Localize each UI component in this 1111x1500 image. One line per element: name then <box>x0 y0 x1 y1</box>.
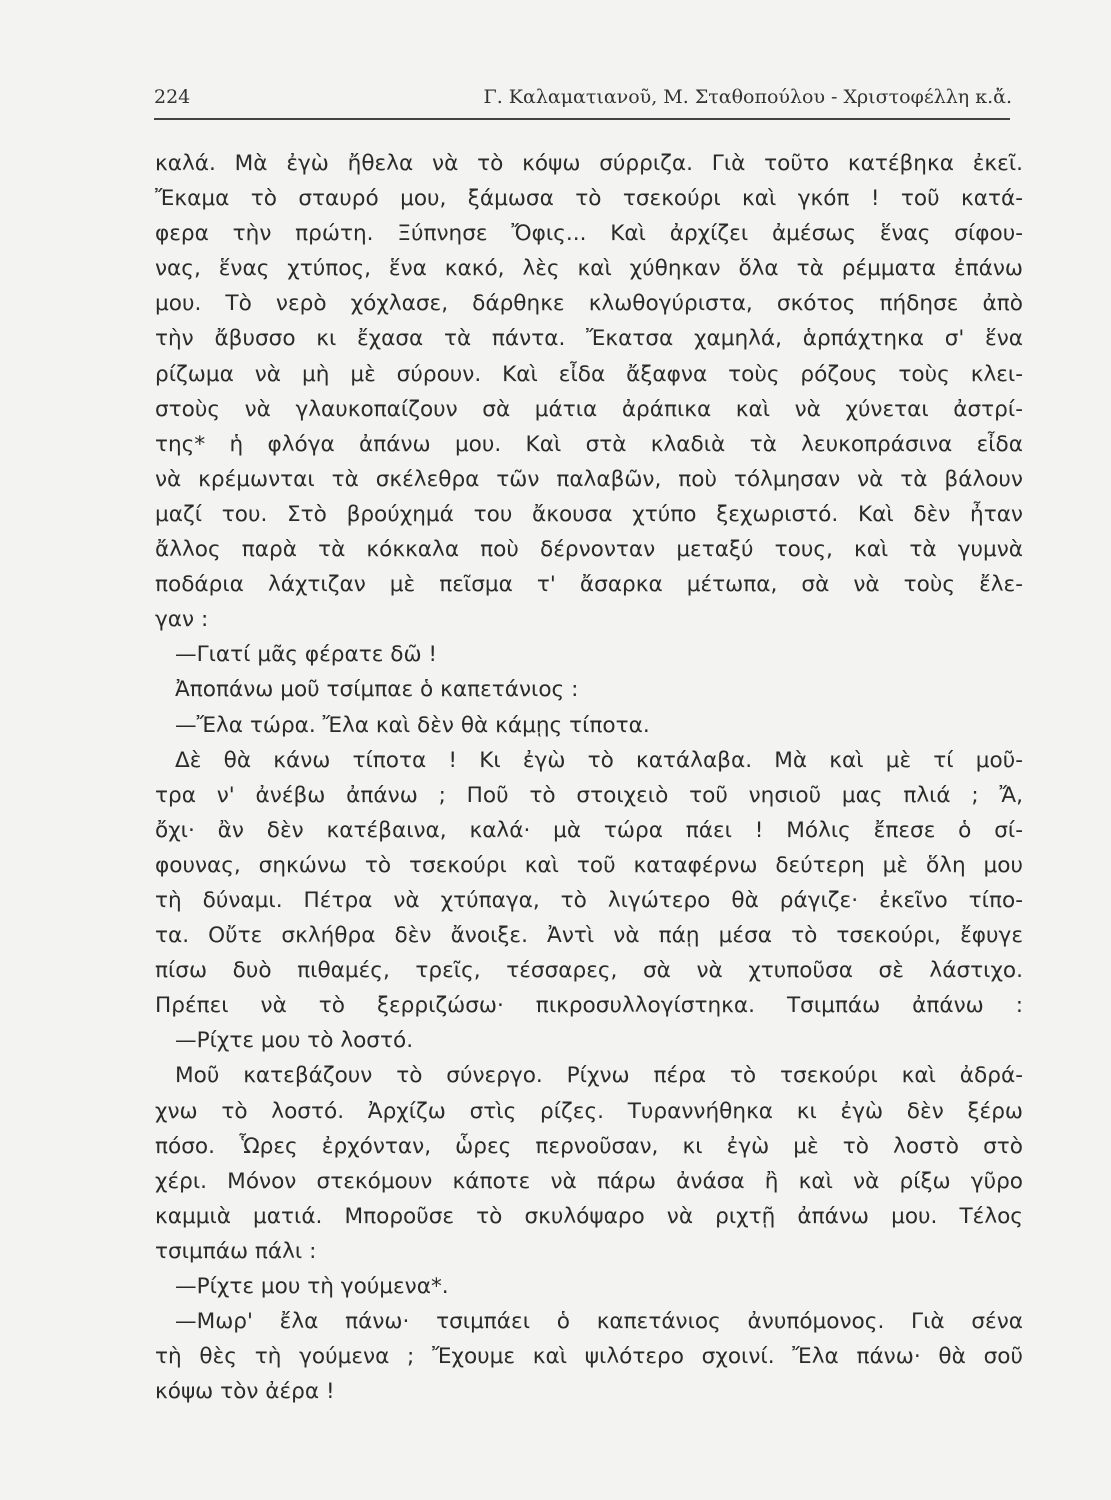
text-line-4: νας, ἕνας χτύπος, ἕνα κακό, λὲς καὶ χύθηκαν ὅλα τὰ ρέμματα ἐπάνω <box>155 256 1023 282</box>
text-line-30: χέρι. Μόνον στεκόμουν κάποτε νὰ πάρω ἀνάσα ἢ καὶ νὰ ρίξω γῦρο <box>155 1168 1023 1194</box>
text-line-18: Δὲ θὰ κάνω τίποτα ! Κι ἐγὼ τὸ κατάλαβα. Μὰ καὶ μὲ τί μοῦ- <box>175 747 1023 773</box>
text-line-22: τὴ δύναμι. Πέτρα νὰ χτύπαγα, τὸ λιγώτερο θὰ ράγιζε· ἐκεῖνο τίπο- <box>155 887 1023 913</box>
text-line-5: μου. Τὸ νερὸ χόχλασε, δάρθηκε κλωθογύριστα, σκότος πήδησε ἀπὸ <box>155 291 1023 317</box>
text-line-3: φερα τὴν πρώτη. Ξύπνησε Ὄφις... Καὶ ἀρχίζει ἀμέσως ἕνας σίφου- <box>155 221 1023 247</box>
text-line-16: Ἀποπάνω μοῦ τσίμπαε ὁ καπετάνιος : <box>175 677 579 703</box>
text-line-31: καμμιὰ ματιά. Μποροῦσε τὸ σκυλόψαρο νὰ ριχτῇ ἀπάνω μου. Τέλος <box>155 1203 1023 1229</box>
text-line-36: κόψω τὸν ἀέρα ! <box>155 1379 335 1405</box>
text-line-11: μαζί του. Στὸ βρούχημά του ἄκουσα χτύπο ξεχωριστό. Καὶ δὲν ἦταν <box>155 501 1023 527</box>
text-line-7: ρίζωμα νὰ μὴ μὲ σύρουν. Καὶ εἶδα ἄξαφνα τοὺς ρόζους τοὺς κλει- <box>155 361 1023 387</box>
text-line-6: τὴν ἄβυσσο κι ἔχασα τὰ πάντα. Ἔκατσα χαμηλά, ἁρπάχτηκα σ' ἕνα <box>155 326 1023 352</box>
text-line-12: ἄλλος παρὰ τὰ κόκκαλα ποὺ δέρνονταν μεταξύ τους, καὶ τὰ γυμνὰ <box>155 537 1023 563</box>
text-line-21: φουνας, σηκώνω τὸ τσεκούρι καὶ τοῦ καταφέρνω δεύτερη μὲ ὅλη μου <box>155 852 1023 878</box>
body-text <box>155 146 1023 1409</box>
text-line-23: τα. Οὔτε σκλήθρα δὲν ἄνοιξε. Ἀντὶ νὰ πάῃ μέσα τὸ τσεκούρι, ἔφυγε <box>155 923 1023 949</box>
text-line-26: —Ρίχτε μου τὸ λοστό. <box>175 1028 414 1054</box>
text-line-24: πίσω δυὸ πιθαμές, τρεῖς, τέσσαρες, σὰ νὰ χτυποῦσα σὲ λάστιχο. <box>155 958 1023 984</box>
text-line-2: Ἔκαμα τὸ σταυρό μου, ξάμωσα τὸ τσεκούρι καὶ γκόπ ! τοῦ κατά- <box>155 186 1023 212</box>
text-line-14: γαν : <box>155 607 209 633</box>
text-line-19: τρα ν' ἀνέβω ἀπάνω ; Ποῦ τὸ στοιχειὸ τοῦ νησιοῦ μας πλιά ; Ἄ, <box>155 782 1023 808</box>
text-line-10: νὰ κρέμωνται τὰ σκέλεθρα τῶν παλαβῶν, ποὺ τόλμησαν νὰ τὰ βάλουν <box>155 466 1023 492</box>
text-line-20: ὄχι· ἂν δὲν κατέβαινα, καλά· μὰ τώρα πάει ! Μόλις ἔπεσε ὁ σί- <box>155 817 1023 843</box>
text-line-34: —Μωρ' ἔλα πάνω· τσιμπάει ὁ καπετάνιος ἀνυπόμονος. Γιὰ σένα <box>175 1309 1023 1335</box>
page-header <box>154 80 1012 116</box>
running-head: Γ. Καλαματιανοῦ, Μ. Σταθοπούλου - Χριστοφέλλη κ.ἄ. <box>483 86 1012 108</box>
text-line-27: Μοῦ κατεβάζουν τὸ σύνεργο. Ρίχνω πέρα τὸ τσεκούρι καὶ ἀδρά- <box>175 1063 1023 1089</box>
text-line-1: καλά. Μὰ ἐγὼ ἤθελα νὰ τὸ κόψω σύρριζα. Γιὰ τοῦτο κατέβηκα ἐκεῖ. <box>155 151 1023 176</box>
header-rule <box>154 118 1010 120</box>
text-line-25: Πρέπει νὰ τὸ ξερριζώσω· πικροσυλλογίστηκα. Τσιμπάω ἀπάνω : <box>155 993 1023 1019</box>
text-line-32: τσιμπάω πάλι : <box>155 1238 317 1264</box>
text-line-33: —Ρίχτε μου τὴ γούμενα*. <box>175 1274 449 1299</box>
text-line-35: τὴ θὲς τὴ γούμενα ; Ἔχουμε καὶ ψιλότερο σχοινί. Ἔλα πάνω· θὰ σοῦ <box>155 1344 1023 1370</box>
text-line-9: της* ἡ φλόγα ἀπάνω μου. Καὶ στὰ κλαδιὰ τὰ λευκοπράσινα εἶδα <box>155 431 1023 457</box>
text-line-13: ποδάρια λάχτιζαν μὲ πεῖσμα τ' ἄσαρκα μέτωπα, σὰ νὰ τοὺς ἔλε- <box>155 572 1023 598</box>
text-line-29: πόσο. Ὧρες ἐρχόνταν, ὧρες περνοῦσαν, κι ἐγὼ μὲ τὸ λοστὸ στὸ <box>155 1133 1023 1159</box>
text-line-17: —Ἔλα τώρα. Ἔλα καὶ δὲν θὰ κάμῃς τίποτα. <box>175 712 650 738</box>
text-line-28: χνω τὸ λοστό. Ἀρχίζω στὶς ρίζες. Τυραννήθηκα κι ἐγὼ δὲν ξέρω <box>155 1098 1023 1124</box>
page-number: 224 <box>154 86 191 108</box>
text-line-8: στοὺς νὰ γλαυκοπαίζουν σὰ μάτια ἀράπικα καὶ νὰ χύνεται ἀστρί- <box>155 396 1023 422</box>
text-line-15: —Γιατί μᾶς φέρατε δῶ ! <box>175 642 438 668</box>
